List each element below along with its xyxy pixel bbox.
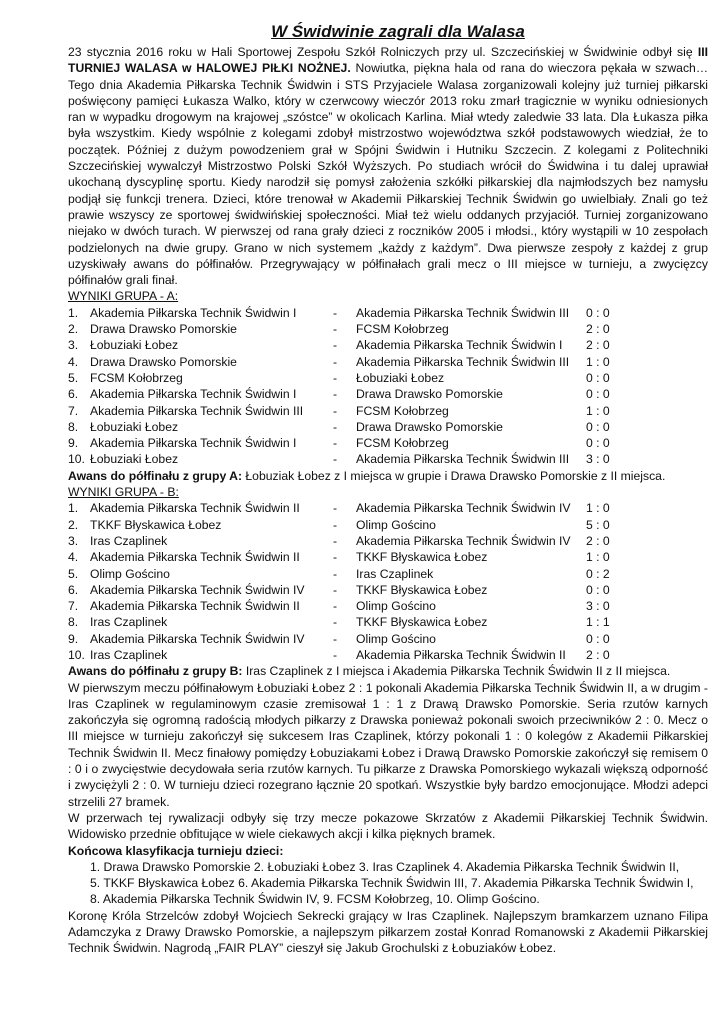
match-row xyxy=(68,631,626,647)
match-row xyxy=(68,549,626,565)
match-score: 0 : 0 xyxy=(586,387,610,402)
group-b-advance xyxy=(68,663,708,679)
match-number: 9. xyxy=(68,436,79,451)
match-separator: - xyxy=(333,533,338,548)
home-team: Łobuziaki Łobez xyxy=(90,452,179,467)
match-row xyxy=(68,647,626,663)
away-team: Olimp Gościno xyxy=(356,599,436,614)
classification-line-3: 8. Akademia Piłkarska Technik Świdwin IV, 9. FCSM Kołobrzeg, 10. Olimp Gościno. xyxy=(90,892,540,907)
home-team: Akademia Piłkarska Technik Świdwin IV xyxy=(90,582,305,597)
match-separator: - xyxy=(333,615,338,630)
match-separator: - xyxy=(333,599,338,614)
match-row xyxy=(68,419,626,435)
away-team: FCSM Kołobrzeg xyxy=(356,322,449,337)
match-separator: - xyxy=(333,566,338,581)
match-score: 0 : 0 xyxy=(586,370,610,385)
match-number: 2. xyxy=(68,322,79,337)
match-score: 3 : 0 xyxy=(586,452,610,467)
intro-lead: 23 stycznia 2016 roku w Hali Sportowej Zespołu Szkół Rolniczych przy ul. Szczecińskiej w Świdwinie odbył się xyxy=(68,45,693,59)
group-b-heading: WYNIKI GRUPA - B: xyxy=(68,485,179,500)
away-team: Akademia Piłkarska Technik Świdwin I xyxy=(356,338,563,353)
match-score: 0 : 2 xyxy=(586,566,610,581)
match-score: 1 : 0 xyxy=(586,550,610,565)
match-number: 5. xyxy=(68,370,79,385)
group-b-advance-label: Awans do półfinału z grupy B: xyxy=(68,664,243,679)
home-team: Łobuziaki Łobez xyxy=(90,338,179,353)
match-row xyxy=(68,451,626,467)
group-a-advance-label: Awans do półfinału z grupy A: xyxy=(68,468,243,483)
match-number: 5. xyxy=(68,566,79,581)
home-team: Akademia Piłkarska Technik Świdwin I xyxy=(90,387,297,402)
match-score: 2 : 0 xyxy=(586,647,610,662)
away-team: FCSM Kołobrzeg xyxy=(356,403,449,418)
group-a-heading: WYNIKI GRUPA - A: xyxy=(68,289,179,304)
match-number: 3. xyxy=(68,338,79,353)
match-separator: - xyxy=(333,338,338,353)
match-number: 9. xyxy=(68,631,79,646)
match-number: 6. xyxy=(68,387,79,402)
match-row xyxy=(68,337,626,353)
match-row xyxy=(68,533,626,549)
match-separator: - xyxy=(333,322,338,337)
away-team: TKKF Błyskawica Łobez xyxy=(356,582,488,597)
match-separator: - xyxy=(333,452,338,467)
home-team: Akademia Piłkarska Technik Świdwin I xyxy=(90,305,297,320)
match-score: 5 : 0 xyxy=(586,517,610,532)
classification-line-2: 5. TKKF Błyskawica Łobez 6. Akademia Piłkarska Technik Świdwin III, 7. Akademia Piłkarska Technik Świdwin I, xyxy=(90,876,694,891)
match-row xyxy=(68,614,626,630)
home-team: Akademia Piłkarska Technik Świdwin III xyxy=(90,403,304,418)
away-team: TKKF Błyskawica Łobez xyxy=(356,550,488,565)
match-separator: - xyxy=(333,387,338,402)
away-team: Akademia Piłkarska Technik Świdwin IV xyxy=(356,533,571,548)
match-number: 10. xyxy=(68,452,85,467)
match-row xyxy=(68,370,626,386)
match-row xyxy=(68,386,626,402)
match-number: 3. xyxy=(68,533,79,548)
match-number: 7. xyxy=(68,403,79,418)
match-separator: - xyxy=(333,436,338,451)
tournament-name: III TURNIEJ WALASA w HALOWEJ PIŁKI NOŻNEJ. xyxy=(68,45,708,76)
match-number: 6. xyxy=(68,582,79,597)
exhibition-paragraph: W przerwach tej rywalizacji odbyły się trzy mecze pokazowe Skrzatów z Akademii Piłkarskiej Technik Świdwin. Widowisko przednie obfitujące w wiele ciekawych akcji i kilka pięknych bramek. xyxy=(68,810,708,842)
away-team: Akademia Piłkarska Technik Świdwin III xyxy=(356,452,570,467)
match-number: 10. xyxy=(68,647,85,662)
match-score: 1 : 0 xyxy=(586,354,610,369)
away-team: TKKF Błyskawica Łobez xyxy=(356,615,488,630)
group-a-advance-text: Łobuziak Łobez z I miejsca w grupie i Drawa Drawsko Pomorskie z II miejsca. xyxy=(245,468,666,483)
match-number: 4. xyxy=(68,354,79,369)
away-team: Iras Czaplinek xyxy=(356,566,434,581)
match-number: 7. xyxy=(68,599,79,614)
match-score: 0 : 0 xyxy=(586,305,610,320)
home-team: FCSM Kołobrzeg xyxy=(90,370,183,385)
match-separator: - xyxy=(333,550,338,565)
match-row xyxy=(68,305,626,321)
away-team: Akademia Piłkarska Technik Świdwin IV xyxy=(356,501,571,516)
away-team: Drawa Drawsko Pomorskie xyxy=(356,419,503,434)
match-separator: - xyxy=(333,403,338,418)
classification-line-1: 1. Drawa Drawsko Pomorskie 2. Łobuziaki Łobez 3. Iras Czaplinek 4. Akademia Piłkarska Technik Świdwin II, xyxy=(90,859,680,874)
match-row xyxy=(68,435,626,451)
home-team: Akademia Piłkarska Technik Świdwin I xyxy=(90,436,297,451)
match-separator: - xyxy=(333,501,338,516)
match-number: 8. xyxy=(68,615,79,630)
home-team: TKKF Błyskawica Łobez xyxy=(90,517,222,532)
away-team: Łobuziaki Łobez xyxy=(356,370,445,385)
article-title: W Świdwinie zagrali dla Walasa xyxy=(271,22,525,41)
match-separator: - xyxy=(333,305,338,320)
group-a-results xyxy=(68,305,626,468)
match-row xyxy=(68,403,626,419)
match-row xyxy=(68,598,626,614)
match-number: 2. xyxy=(68,517,79,532)
home-team: Akademia Piłkarska Technik Świdwin II xyxy=(90,550,300,565)
home-team: Olimp Gościno xyxy=(90,566,170,581)
away-team: Akademia Piłkarska Technik Świdwin II xyxy=(356,647,566,662)
away-team: Olimp Gościno xyxy=(356,517,436,532)
match-score: 1 : 0 xyxy=(586,403,610,418)
match-separator: - xyxy=(333,517,338,532)
match-row xyxy=(68,354,626,370)
match-separator: - xyxy=(333,370,338,385)
match-separator: - xyxy=(333,631,338,646)
article xyxy=(68,22,708,957)
match-score: 0 : 0 xyxy=(586,631,610,646)
intro-body: Nowiutka, piękna hala od rana do wieczora pękała w szwach… Tego dnia Akademia Piłkarska Technik Świdwin i STS Przyjaciele Walasa zorganizowali kolejny już turniej piłkarski poświęcony pamięci Łukasza Walko, który w czerwcowy wieczór 2013 roku zmarł tragicznie w wyniku odniesionych ran w wypadku drogowym na krajowej „szóstce” w okolicach Karlina. Miał wtedy zaledwie 33 lata. Dla Łukasza piłka była wszystkim. Kiedy wspólnie z kolegami zdobył mistrzostwo województwa szkół podstawowych wiedział, że to początek. Później z dużym powodzeniem grał w Spójni Świdwin i Hutniku Szczecin. Z kolegami z Politechniki Szczecińskiej wywalczył Mistrzostwo Polski Szkół Wyższych. Po studiach wrócił do Świdwina i tu dalej uprawiał ukochaną dyscyplinę sportu. Kiedy narodził się pomysł założenia szkółki piłkarskiej dla najmłodszych bez namysłu podjął się funkcji trenera. Dzieci, które trenował w Akademii Piłkarskiej Technik Świdwin go uwielbiały. Znali go też prawie wszyscy ze sportowej świdwińskiej społeczności. Miał też wielu oddanych przyjaciół. Turniej zorganizowano niejako w dwóch turach. W pierwszej od rana grały dzieci z roczników 2005 i młodsi., który wystąpili w 10 zespołach podzielonych na dwie grupy. Grano w nich systemem „każdy z każdym”. Dwa pierwsze zespoły z każdej z grup uzyskiwały awans do półfinałów. Przegrywający w półfinałach grali mecz o III miejsce w turnieju, a zwycięzcy półfinałów grali finał. xyxy=(68,61,709,288)
match-score: 0 : 0 xyxy=(586,436,610,451)
away-team: Akademia Piłkarska Technik Świdwin III xyxy=(356,305,570,320)
match-number: 1. xyxy=(68,305,79,320)
group-b-results xyxy=(68,500,626,663)
match-row xyxy=(68,566,626,582)
match-row xyxy=(68,582,626,598)
match-score: 2 : 0 xyxy=(586,322,610,337)
match-row xyxy=(68,517,626,533)
away-team: FCSM Kołobrzeg xyxy=(356,436,449,451)
match-score: 0 : 0 xyxy=(586,419,610,434)
intro-paragraph xyxy=(68,44,708,288)
match-score: 3 : 0 xyxy=(586,599,610,614)
home-team: Iras Czaplinek xyxy=(90,615,168,630)
match-number: 1. xyxy=(68,501,79,516)
group-b-advance-text: Iras Czaplinek z I miejsca i Akademia Piłkarska Technik Świdwin II z II miejsca. xyxy=(245,664,671,679)
match-number: 4. xyxy=(68,550,79,565)
classification-heading: Końcowa klasyfikacja turnieju dzieci: xyxy=(68,843,284,858)
home-team: Iras Czaplinek xyxy=(90,533,168,548)
home-team: Akademia Piłkarska Technik Świdwin IV xyxy=(90,631,305,646)
match-row xyxy=(68,500,626,516)
match-score: 0 : 0 xyxy=(586,582,610,597)
home-team: Iras Czaplinek xyxy=(90,647,168,662)
match-separator: - xyxy=(333,419,338,434)
away-team: Akademia Piłkarska Technik Świdwin III xyxy=(356,354,570,369)
match-number: 8. xyxy=(68,419,79,434)
match-row xyxy=(68,321,626,337)
match-score: 2 : 0 xyxy=(586,338,610,353)
away-team: Olimp Gościno xyxy=(356,631,436,646)
match-separator: - xyxy=(333,354,338,369)
home-team: Łobuziaki Łobez xyxy=(90,419,179,434)
semis-paragraph: W pierwszym meczu półfinałowym Łobuziaki Łobez 2 : 1 pokonali Akademia Piłkarska Technik Świdwin II, a w drugim - Iras Czaplinek w regulaminowym czasie zremisował 1 : 1 z Drawą Drawsko Pomorskie. Seria rzutów karnych zakończyła się ogromną radością młodych piłkarzy z Drawska ponieważ pokonali swoich przeciwników 2 : 0. Mecz o III miejsce w turnieju zakończył się sukcesem Iras Czaplinek, którzy pokonali 1 : 0 kolegów z Akademii Piłkarskiej Technik Świdwin II. Mecz finałowy pomiędzy Łobuziakami Łobez i Drawą Drawsko Pomorskie zakończył się remisem 0 : 0 i o zwycięstwie decydowała seria rzutów karnych. Tu piłkarze z Drawska Pomorskiego wykazali większą odporność i zwyciężyli 2 : 0. W turnieju dzieci rozegrano łącznie 20 spotkań. Wszystkie były bardzo emocjonujące. Młodzi adepci strzelili 27 bramek. xyxy=(68,680,708,809)
home-team: Drawa Drawsko Pomorskie xyxy=(90,354,237,369)
match-score: 1 : 0 xyxy=(586,501,610,516)
match-score: 1 : 1 xyxy=(586,615,610,630)
home-team: Akademia Piłkarska Technik Świdwin II xyxy=(90,599,300,614)
closing-paragraph: Koronę Króla Strzelców zdobył Wojciech Sekrecki grający w Iras Czaplinek. Najlepszym bramkarzem uznano Filipa Adamczyka z Drawy Drawsko Pomorskie, a najlepszym piłkarzem został Konrad Romanowski z Akademii Piłkarskiej Technik Świdwin. Nagrodą „FAIR PLAY” cieszył się Jakub Grochulski z Łobuziaków Łobez. xyxy=(68,908,708,956)
match-separator: - xyxy=(333,582,338,597)
home-team: Akademia Piłkarska Technik Świdwin II xyxy=(90,501,300,516)
home-team: Drawa Drawsko Pomorskie xyxy=(90,322,237,337)
match-separator: - xyxy=(333,647,338,662)
match-score: 2 : 0 xyxy=(586,533,610,548)
away-team: Drawa Drawsko Pomorskie xyxy=(356,387,503,402)
group-a-advance xyxy=(68,468,708,484)
